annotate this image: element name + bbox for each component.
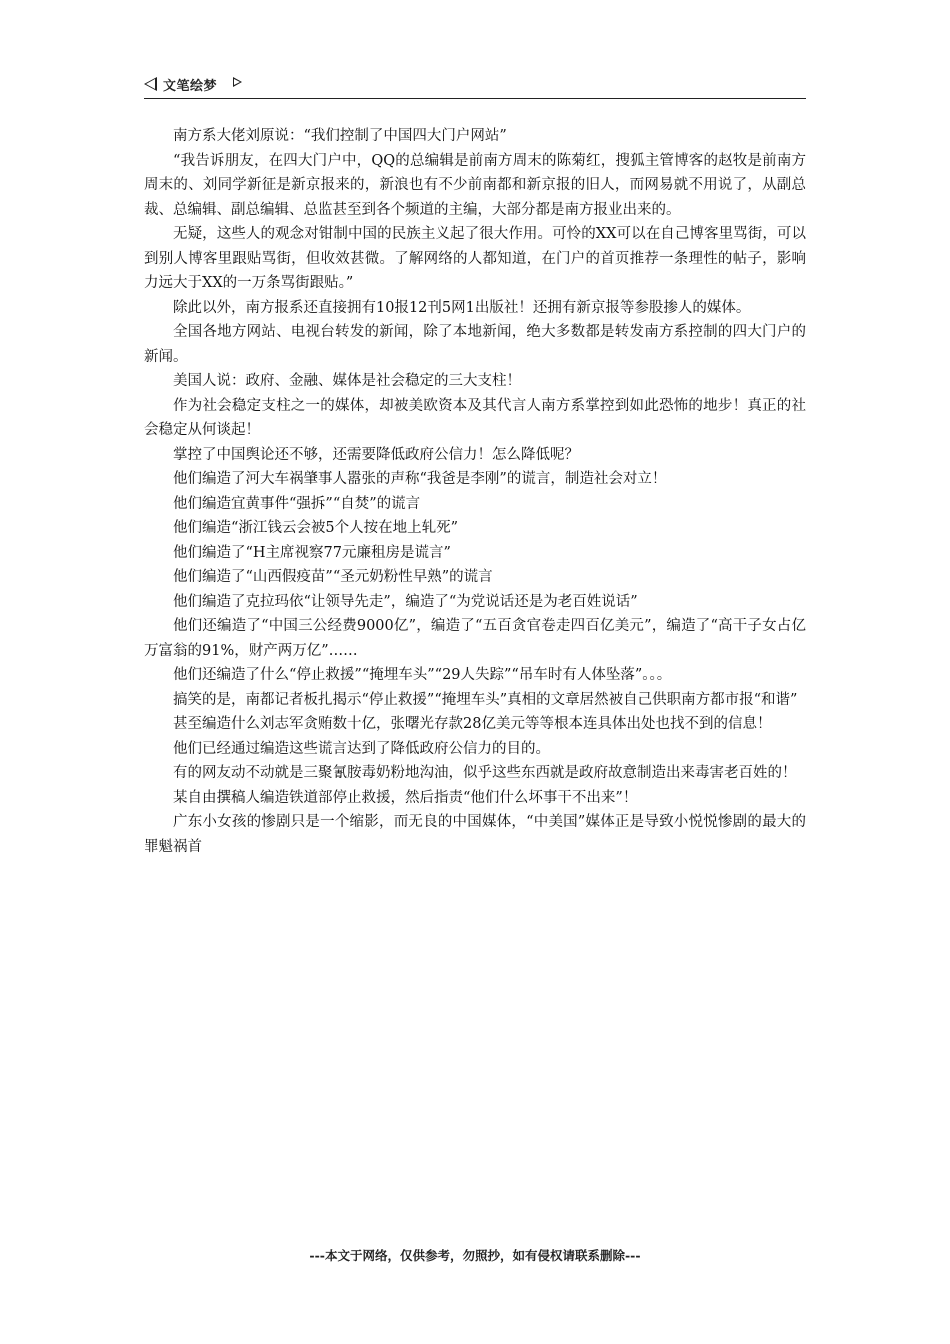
paragraph: 他们编造了河大车祸肇事人嚣张的声称“我爸是李刚”的谎言，制造社会对立！	[173, 471, 667, 487]
paragraph: 除此以外，南方报系还直接拥有10报12刊5网1出版社！还拥有新京报等参股掺人的媒体。	[173, 299, 751, 316]
page-header	[144, 74, 806, 99]
paragraph: 他们编造了克拉玛依“让领导先走”，编造了“为党说话还是为老百姓说话”	[173, 593, 638, 610]
paragraph: 他们已经通过编造这些谎言达到了降低政府公信力的目的。	[173, 740, 550, 757]
paragraph: 他们编造了“山西假疫苗”“圣元奶粉性早熟”的谎言	[173, 569, 493, 585]
paragraph: 全国各地方网站、电视台转发的新闻，除了本地新闻，绝大多数都是转发南方系控制的四大门户的新闻。	[144, 324, 806, 365]
document-body	[144, 124, 806, 859]
paragraph: 他们编造“浙江钱云会被5个人按在地上轧死”	[173, 520, 459, 536]
paragraph: 有的网友动不动就是三聚氰胺毒奶粉地沟油，似乎这些东西就是政府故意制造出来毒害老百姓的！	[173, 765, 797, 781]
paragraph: 搞笑的是，南都记者板扎揭示“停止救援”“掩埋车头”真相的文章居然被自己供职南方都市报“和谐”	[173, 691, 798, 708]
paragraph: 他们编造了“H主席视察77元廉租房是谎言”	[173, 544, 451, 561]
paragraph: 某自由撰稿人编造铁道部停止救援，然后指责“他们什么坏事干不出来”！	[173, 789, 638, 806]
paragraph: 南方系大佬刘原说：“我们控制了中国四大门户网站”	[173, 128, 507, 144]
paragraph: 甚至编造什么刘志军贪贿数十亿，张曙光存款28亿美元等等根本连具体出处也找不到的信息！	[173, 716, 772, 732]
paragraph: 广东小女孩的惨剧只是一个缩影，而无良的中国媒体，“中美国”媒体正是导致小悦悦惨剧的最大的罪魁祸首	[144, 814, 806, 855]
paragraph: 他们编造宜黄事件“强拆”“自焚”的谎言	[173, 495, 421, 512]
paragraph: 他们还编造了什么“停止救援”“掩埋车头”“29人失踪”“吊车时有人体坠落”。。。	[173, 667, 672, 683]
paragraph: “我告诉朋友，在四大门户中，QQ的总编辑是前南方周末的陈菊红，搜狐主管博客的赵牧是前南方周末的、刘同学新征是新京报来的，新浪也有不少前南都和新京报的旧人，而网易就不用说了，从副总裁、总编辑、副总编辑、总监甚至到各个频道的主编，大部分都是南方报业出来的。	[144, 152, 806, 218]
paragraph: 掌控了中国舆论还不够，还需要降低政府公信力！怎么降低呢？	[173, 446, 579, 463]
paragraph: 作为社会稳定支柱之一的媒体，却被美欧资本及其代言人南方系掌控到如此恐怖的地步！真正的社会稳定从何谈起！	[144, 397, 806, 438]
triangle-left-icon	[144, 77, 157, 91]
paragraph: 无疑，这些人的观念对钳制中国的民族主义起了很大作用。可怜的XX可以在自己博客里骂街，可以到别人博客里跟贴骂街，但收效甚微。了解网络的人都知道，在门户的首页推荐一条理性的帖子，影响力远大于XX的一万条骂街跟贴。”	[144, 226, 806, 291]
triangle-right-icon	[233, 77, 242, 87]
paragraph: 美国人说：政府、金融、媒体是社会稳定的三大支柱！	[173, 373, 521, 389]
page-footer: ---本文于网络，仅供参考，勿照抄，如有侵权请联系删除---	[309, 1248, 641, 1263]
header-brand: 文笔绘梦	[163, 79, 218, 94]
paragraph: 他们还编造了“中国三公经费9000亿”，编造了“五百贪官卷走四百亿美元”，编造了“高干子女占亿万富翁的91%，财产两万亿”……	[144, 618, 806, 659]
